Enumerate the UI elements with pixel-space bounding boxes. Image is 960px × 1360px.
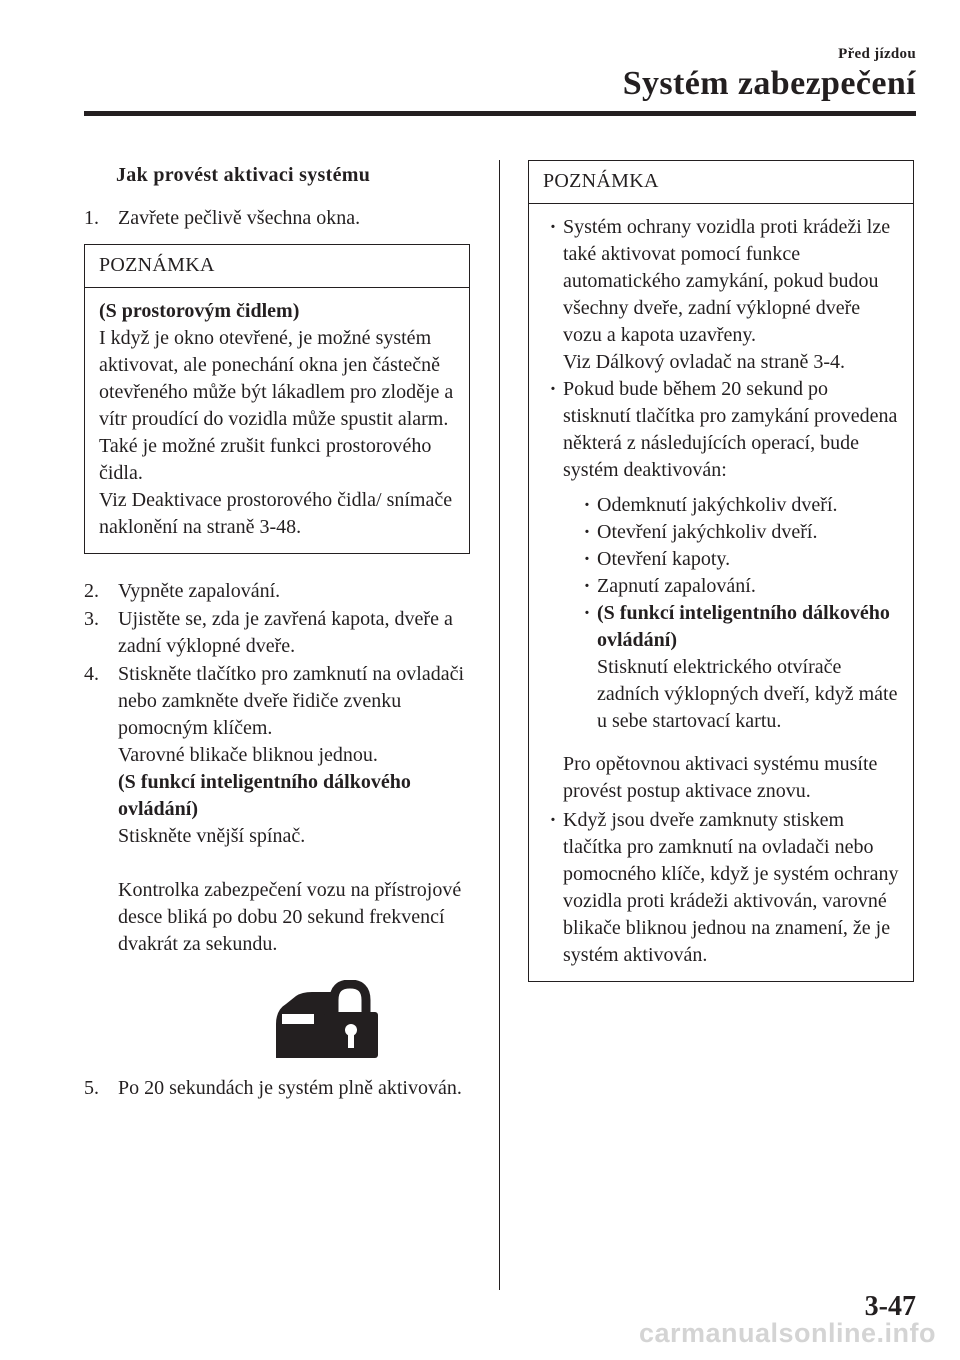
note-reference: Viz Deaktivace prostorového čidla/ snímače naklonění na straně 3-48. xyxy=(99,489,453,538)
note-box-right xyxy=(528,160,914,982)
bullet-icon xyxy=(577,600,597,735)
left-column xyxy=(84,158,470,1103)
bullet-icon xyxy=(577,492,597,519)
step-3 xyxy=(84,606,470,660)
note-text-2: Také je možné zrušit funkci prostorového čidla. xyxy=(99,435,432,484)
step-4 xyxy=(84,661,470,1074)
sub-list xyxy=(577,492,899,735)
sub-item-text: Zapnutí zapalování. xyxy=(597,575,756,597)
step-1 xyxy=(84,205,470,232)
step-text: Po 20 sekundách je systém plně aktivován. xyxy=(118,1077,462,1099)
header-rule xyxy=(84,111,916,116)
smart-text: Stiskněte vnější spínač. xyxy=(118,825,306,847)
page-number: 3-47 xyxy=(864,1291,916,1322)
sub-smart-text: Stisknutí elektrického otvírače zadních výklopných dveří, když máte u sebe startovací kartu. xyxy=(597,656,898,732)
sub-item-text: Odemknutí jakýchkoliv dveří. xyxy=(597,494,838,516)
step-text: Stiskněte tlačítko pro zamknutí na ovladači nebo zamkněte dveře řidiče zvenku pomocným klíčem. xyxy=(118,663,465,739)
bullet-icon xyxy=(543,376,563,743)
sub-item xyxy=(577,600,899,735)
bullet-icon xyxy=(577,546,597,573)
sub-item xyxy=(577,573,899,600)
sub-item xyxy=(577,546,899,573)
note-body xyxy=(529,204,913,981)
right-column xyxy=(528,158,914,1006)
security-indicator-icon xyxy=(272,980,382,1062)
note-bold-label: (S prostorovým čidlem) xyxy=(99,300,300,322)
step-text: Ujistěte se, zda je zavřená kapota, dveře a zadní výklopné dveře. xyxy=(118,608,453,657)
subheading: Jak provést aktivaci systému xyxy=(116,164,371,186)
note-body xyxy=(85,288,469,553)
step-text: Vypněte zapalování. xyxy=(118,580,281,602)
indicator-text: Kontrolka zabezpečení vozu na přístrojové desce bliká po dobu 20 sekund frekvencí dvakrát za sekundu. xyxy=(118,879,462,955)
sub-smart-label: (S funkcí inteligentního dálkového ovládání) xyxy=(597,602,890,651)
bullet-item xyxy=(543,376,899,743)
sub-item xyxy=(577,519,899,546)
bullet-reference: Viz Dálkový ovladač na straně 3-4. xyxy=(563,351,846,373)
step-5 xyxy=(84,1075,470,1102)
bullet-text: Systém ochrany vozidla proti krádeži lze také aktivovat pomocí funkce automatického zamykání, pokud budou všechny dveře, zadní výklopné dveře vozu a kapota uzavřeny. xyxy=(563,216,891,346)
bullet-icon xyxy=(543,807,563,969)
reactivate-text: Pro opětovnou aktivaci systému musíte provést postup aktivace znovu. xyxy=(563,753,878,802)
page-header xyxy=(623,46,916,103)
sub-item xyxy=(577,492,899,519)
note-text: I když je okno otevřené, je možné systém aktivovat, ale ponechání okna jen částečně otevřeného může být lákadlem pro zloděje a vítr proudící do vozidla může spustit alarm. xyxy=(99,327,454,430)
step-2 xyxy=(84,578,470,605)
step-number: 3. xyxy=(84,608,99,630)
chapter-label: Před jízdou xyxy=(838,46,916,62)
bullet-text: Když jsou dveře zamknuty stiskem tlačítka pro zamknutí na ovladači nebo pomocného klíče, když je systém ochrany vozidla proti krádeži aktivován, varovné blikače bliknou jednou na znamení, že je systém aktivován. xyxy=(563,809,899,966)
sub-item-text: Otevření jakýchkoliv dveří. xyxy=(597,521,818,543)
column-divider xyxy=(499,160,500,1290)
bullet-item xyxy=(543,807,899,969)
smart-label: (S funkcí inteligentního dálkového ovládání) xyxy=(118,771,411,820)
step-text: Zavřete pečlivě všechna okna. xyxy=(118,207,361,229)
step-number: 5. xyxy=(84,1077,99,1099)
step-body xyxy=(118,661,470,1074)
bullet-text: Pokud bude během 20 sekund po stisknutí tlačítka pro zamykání provedena některá z následujících operací, bude systém deaktivován: xyxy=(563,378,898,481)
bullet-icon xyxy=(577,519,597,546)
bullet-icon xyxy=(577,573,597,600)
section-title: Systém zabezpečení xyxy=(622,65,916,102)
note-heading: POZNÁMKA xyxy=(529,161,913,204)
bullet-item xyxy=(543,214,899,376)
note-heading: POZNÁMKA xyxy=(85,245,469,288)
step-number: 4. xyxy=(84,663,99,685)
bullet-icon xyxy=(543,214,563,376)
spacer xyxy=(118,850,470,877)
note-box-left xyxy=(84,244,470,554)
sub-item-text: Otevření kapoty. xyxy=(597,548,731,570)
blink-text: Varovné blikače bliknou jednou. xyxy=(118,744,378,766)
step-number: 1. xyxy=(84,207,99,229)
step-number: 2. xyxy=(84,580,99,602)
watermark: carmanualsonline.info xyxy=(638,1318,936,1348)
